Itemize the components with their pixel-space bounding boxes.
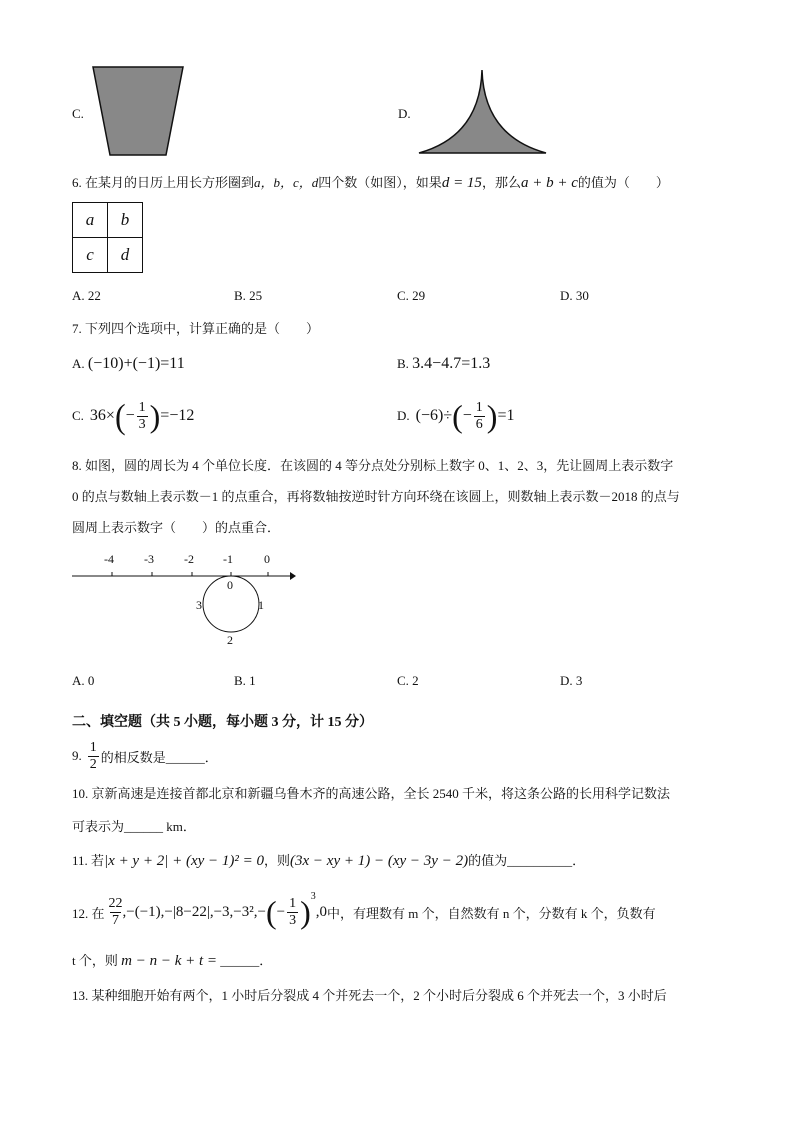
calendar-grid — [72, 202, 143, 273]
q8-option-a: A. 0 — [72, 673, 95, 688]
q12-line2: t 个，则 m − n − k + t = ______． — [72, 953, 273, 969]
q8-option-c: C. 2 — [397, 673, 419, 688]
q8-option-b: B. 1 — [234, 673, 256, 688]
tick-label-neg3: -3 — [144, 552, 154, 566]
q8-line1: 8. 如图，圆的周长为 4 个单位长度．在该圆的 4 等分点处分别标上数字 0、1、2、3，先让圆周上表示数字 — [72, 458, 674, 473]
q6-stem: 6. 在某月的日历上用长方形圈到a，b，c，d四个数（如图），如果d = 15，那么a + b + c的值为（ ） — [72, 175, 669, 191]
cell-d: d — [108, 238, 143, 273]
option-d-label: D. — [398, 106, 411, 121]
tick-label-neg4: -4 — [104, 552, 114, 566]
q7-option-c: C. 36× ( − $\frac{1}{3}$ ) =−12 — [72, 396, 195, 436]
cusp-figure — [414, 66, 554, 158]
q10-line1: 10. 京新高速是连接首都北京和新疆乌鲁木齐的高速公路，全长 2540 千米，将这条公路的长用科学记数法 — [72, 786, 671, 801]
trapezoid-figure — [88, 62, 188, 160]
q7-option-d: D. (−6)÷ ( − $\frac{1}{6}$ ) =1 — [397, 398, 515, 434]
q6-option-b: B. 25 — [234, 288, 263, 303]
q11: 11. 若|x + y + 2| + (xy − 1)² = 0，则(3x − xy + 1) − (xy − 3y − 2)的值为__________． — [72, 853, 586, 869]
option-c-label: C. — [72, 106, 84, 121]
circle-label-2: 2 — [227, 633, 233, 647]
circle-label-3: 3 — [196, 598, 202, 612]
q7-stem: 7. 下列四个选项中，计算正确的是（ ） — [72, 321, 320, 336]
circle-label-1: 1 — [258, 598, 264, 612]
q8-line2: 0 的点与数轴上表示数－1 的点重合，再将数轴按逆时针方向环绕在该圆上，则数轴上表示数－2018 的点与 — [72, 489, 680, 504]
q8-option-d: D. 3 — [560, 673, 583, 688]
number-line-circle-figure — [68, 545, 298, 651]
cell-b: b — [108, 203, 143, 238]
q9: 9. 1 2 的相反数是______． — [72, 740, 218, 772]
q6-option-d: D. 30 — [560, 288, 589, 303]
cell-c: c — [73, 238, 108, 273]
q13-line1: 13. 某种细胞开始有两个，1 小时后分裂成 4 个并死去一个，2 个小时后分裂成 6 个并死去一个，3 小时后 — [72, 988, 667, 1003]
tick-label-neg1: -1 — [223, 552, 233, 566]
circle-label-0: 0 — [227, 578, 233, 592]
q7-option-b: B. 3.4−4.7=1.3 — [397, 355, 491, 372]
tick-label-0: 0 — [264, 552, 270, 566]
q6-option-a: A. 22 — [72, 288, 101, 303]
q10-line2: 可表示为______ km． — [72, 819, 196, 834]
q8-line3: 圆周上表示数字（ ）的点重合． — [72, 520, 281, 535]
cell-a: a — [73, 203, 108, 238]
q6-option-c: C. 29 — [397, 288, 426, 303]
tick-label-neg2: -2 — [184, 552, 194, 566]
section-2-title: 二、填空题（共 5 小题，每小题 3 分，计 15 分） — [72, 715, 373, 730]
q12-line1: 12. 在 22 7 ,−(−1),−|8−22|,−3,−3²,− ( − $\frac{1}{3}$ ) $^3$ ,0 中，有理数有 m 个，自然数有 n 个，分数有 k 个，负数有 — [72, 891, 656, 930]
q7-option-a: A. (−10)+(−1)=11 — [72, 355, 185, 372]
